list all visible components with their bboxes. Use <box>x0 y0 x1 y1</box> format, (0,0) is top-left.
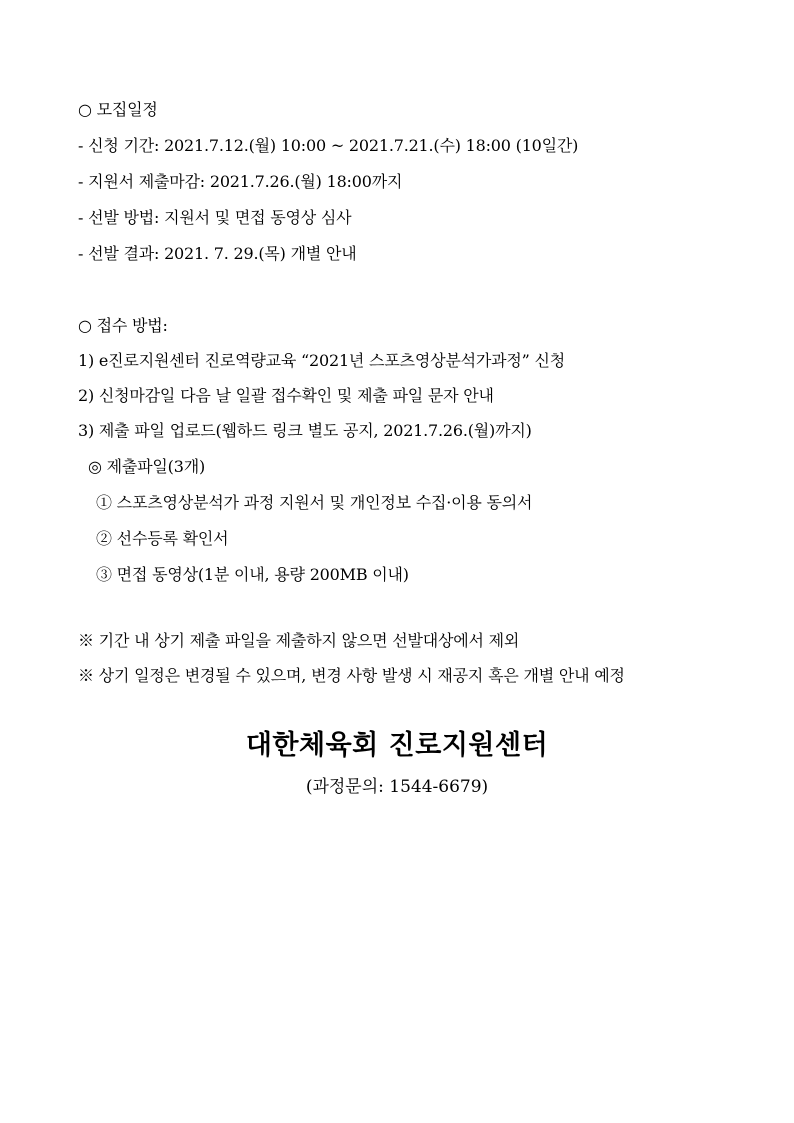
application-step-2: 2) 신청마감일 다음 날 일괄 접수확인 및 제출 파일 문자 안내 <box>78 386 494 405</box>
schedule-selection-method: - 선발 방법: 지원서 및 면접 동영상 심사 <box>78 208 352 227</box>
application-step-1: 1) e진로지원센터 진로역량교육 “2021년 스포츠영상분석가과정” 신청 <box>78 351 565 370</box>
organization-title: 대한체육회 진로지원센터 <box>245 730 549 761</box>
schedule-selection-result: - 선발 결과: 2021. 7. 29.(목) 개별 안내 <box>78 244 357 263</box>
file-item-2: ② 선수등록 확인서 <box>96 529 229 548</box>
contact-info: (과정문의: 1544-6679) <box>305 777 489 797</box>
application-heading: ○ 접수 방법: <box>78 316 168 335</box>
files-heading: ◎ 제출파일(3개) <box>88 457 205 476</box>
file-item-1: ① 스포츠영상분석가 과정 지원서 및 개인정보 수집·이용 동의서 <box>96 493 533 512</box>
schedule-heading: ○ 모집일정 <box>78 100 158 119</box>
file-item-3: ③ 면접 동영상(1분 이내, 용량 200MB 이내) <box>96 565 409 584</box>
schedule-deadline: - 지원서 제출마감: 2021.7.26.(월) 18:00까지 <box>78 172 403 191</box>
application-step-3: 3) 제출 파일 업로드(웹하드 링크 별도 공지, 2021.7.26.(월)까지) <box>78 421 532 440</box>
schedule-period: - 신청 기간: 2021.7.12.(월) 10:00 ~ 2021.7.21.(수) 18:00 (10일간) <box>78 136 579 155</box>
note-1: ※ 기간 내 상기 제출 파일을 제출하지 않으면 선발대상에서 제외 <box>78 631 520 650</box>
note-2: ※ 상기 일정은 변경될 수 있으며, 변경 사항 발생 시 재공지 혹은 개별 안내 예정 <box>78 666 625 685</box>
